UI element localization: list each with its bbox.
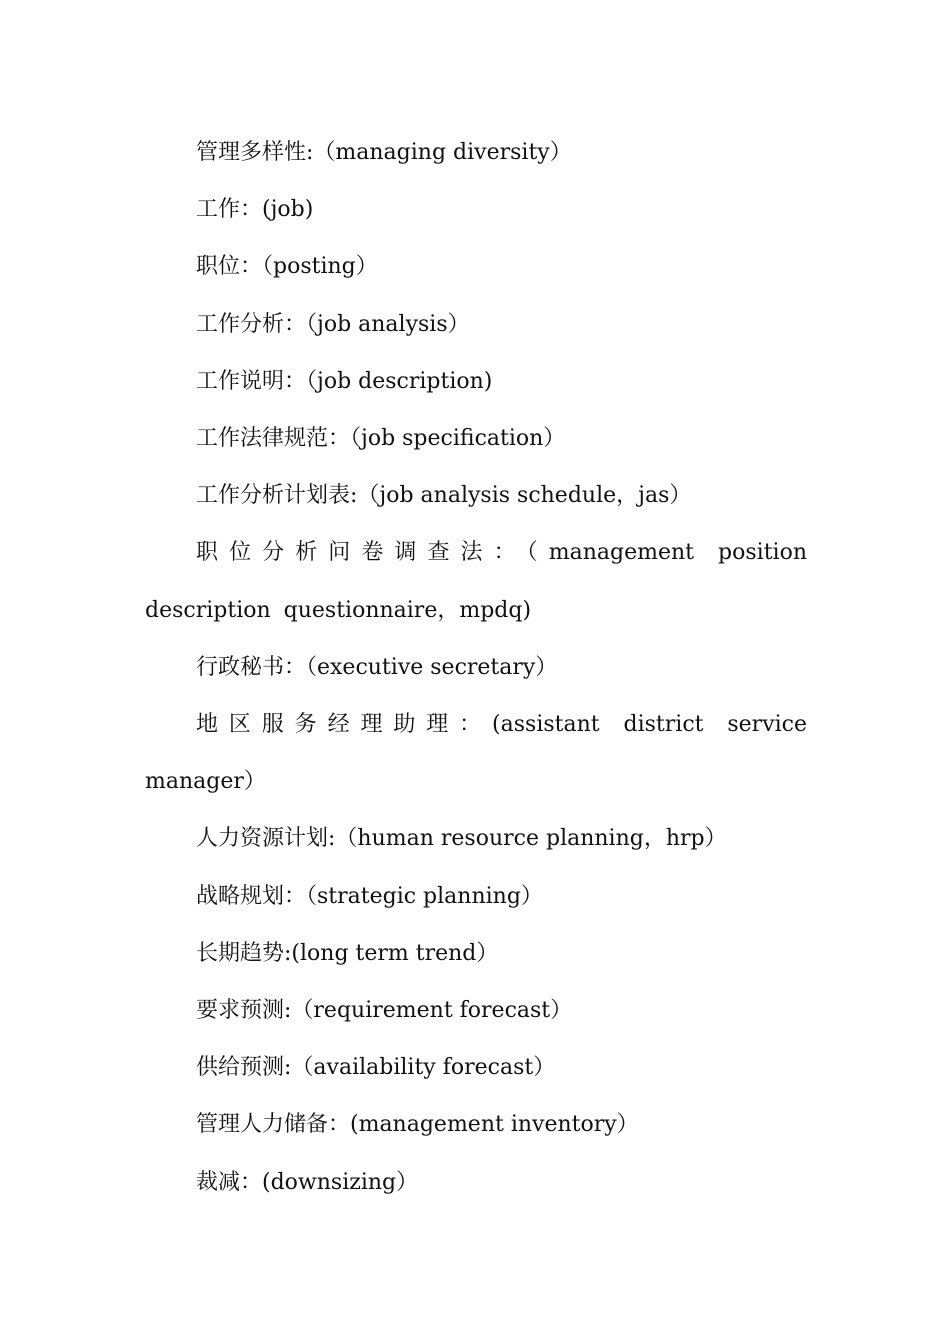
term-job-description: 工作说明：（job description) <box>196 368 493 394</box>
term-assistant-district-service-manager: 地区服务经理助理：(assistant district service manager） <box>145 712 807 795</box>
term-long-term-trend: 长期趋势:(long term trend） <box>196 940 499 966</box>
term-requirement-forecast: 要求预测:（requirement forecast） <box>196 998 573 1024</box>
term-job: 工作：(job) <box>196 197 314 223</box>
document-body <box>145 124 807 1211</box>
term-human-resource-planning: 人力资源计划:（human resource planning，hrp） <box>196 826 727 852</box>
term-managing-diversity: 管理多样性:（managing diversity） <box>196 140 572 165</box>
term-job-analysis: 工作分析：（job analysis） <box>196 311 470 337</box>
term-posting: 职位：（posting） <box>196 254 378 280</box>
term-availability-forecast: 供给预测:（availability forecast） <box>196 1055 556 1081</box>
term-management-inventory: 管理人力储备：(management inventory） <box>196 1112 639 1138</box>
term-executive-secretary: 行政秘书：（executive secretary） <box>196 654 558 680</box>
term-mpdq: 职位分析问卷调查法：（management position description questionnaire，mpdq) <box>145 540 807 623</box>
term-job-specification: 工作法律规范：（job specification） <box>196 426 566 452</box>
term-downsizing: 裁减：(downsizing） <box>196 1169 419 1195</box>
term-strategic-planning: 战略规划：（strategic planning） <box>196 883 543 909</box>
term-job-analysis-schedule: 工作分析计划表:（job analysis schedule，jas） <box>196 483 692 509</box>
